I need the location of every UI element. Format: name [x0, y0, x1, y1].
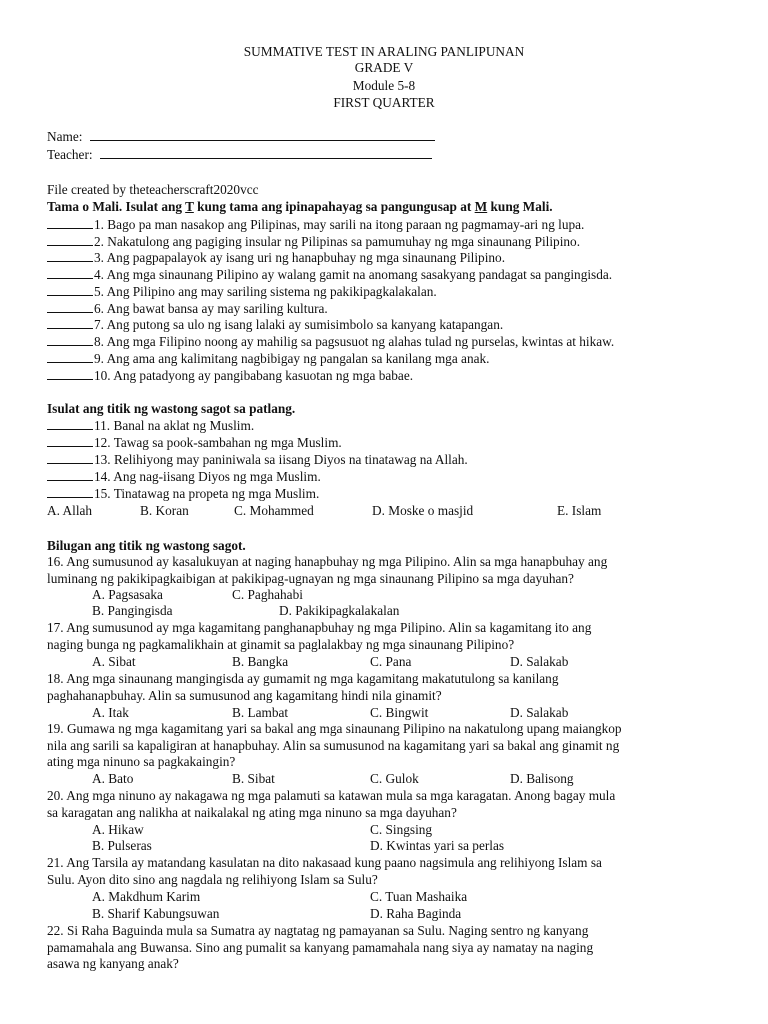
- option-b[interactable]: B. Sharif Kabungsuwan: [92, 906, 220, 921]
- option-b[interactable]: B. Pulseras: [92, 838, 152, 853]
- choice-a: A. Allah: [47, 503, 93, 518]
- tf-item-text: 9. Ang ama ang kalimitang nagbibigay ng pangalan sa kanilang mga anak.: [94, 351, 490, 366]
- fill-item-text: 14. Ang nag-iisang Diyos ng mga Muslim.: [94, 469, 321, 484]
- choices-row: [47, 503, 747, 519]
- answer-blank[interactable]: [47, 485, 93, 498]
- teacher-blank[interactable]: [100, 146, 432, 159]
- option-a[interactable]: A. Hikaw: [92, 822, 144, 837]
- choice-d: D. Moske o masjid: [372, 503, 474, 518]
- fill-item: [47, 485, 319, 502]
- question-20-line: 20. Ang mga ninuno ay nakagawa ng mga palamuti sa katawan mula sa mga karagatan. Anong bagay mula: [47, 788, 616, 803]
- tf-item: [47, 333, 614, 350]
- option-a[interactable]: A. Bato: [92, 771, 134, 786]
- question-17-line: naging bunga ng pagkamalikhain at ginamit sa paglalakbay ng mga sinaunang Pilipino?: [47, 637, 515, 652]
- answer-blank[interactable]: [47, 367, 93, 380]
- option-d[interactable]: D. Kwintas yari sa perlas: [370, 838, 505, 853]
- q17-options-row: [92, 654, 692, 670]
- tf-item: [47, 283, 437, 300]
- question-22-line: pamamahala ang Buwansa. Sino ang pumalit sa kanyang pamamahala nang siya ay namatay na naging: [47, 940, 594, 955]
- part2-instruction: Isulat ang titik ng wastong sagot sa patlang.: [47, 401, 296, 416]
- option-d[interactable]: D. Balisong: [510, 771, 574, 786]
- option-a[interactable]: A. Pagsasaka: [92, 587, 163, 602]
- test-title: SUMMATIVE TEST IN ARALING PANLIPUNAN: [243, 44, 525, 59]
- question-16-line: luminang ng pakikipagkaibigan at pakikipag-ugnayan ng mga sinaunang Pilipino sa mga dayuhan?: [47, 571, 574, 586]
- q16-options-row: [92, 587, 692, 603]
- option-d[interactable]: D. Pakikipagkalakalan: [279, 603, 400, 618]
- tf-item: [47, 316, 503, 333]
- question-16-line: 16. Ang sumusunod ay kasalukuyan at naging hanapbuhay ng mga Pilipino. Alin sa mga hanapbuhay ang: [47, 554, 608, 569]
- option-b[interactable]: B. Bangka: [232, 654, 289, 669]
- tf-item: [47, 249, 505, 266]
- file-credit: File created by theteacherscraft2020vcc: [47, 182, 259, 197]
- tf-item: [47, 233, 580, 250]
- part1-instruction-m: M: [474, 199, 488, 214]
- part1-instruction-c: kung Mali.: [487, 199, 553, 214]
- part1-instruction-t: T: [185, 199, 194, 214]
- tf-item-text: 3. Ang pagpapalayok ay isang uri ng hanapbuhay ng mga sinaunang Pilipino.: [94, 250, 506, 265]
- option-b[interactable]: B. Lambat: [232, 705, 289, 720]
- option-c[interactable]: C. Gulok: [370, 771, 419, 786]
- tf-item-text: 1. Bago pa man nasakop ang Pilipinas, may sarili na itong paraan ng pagmamay-ari ng lupa.: [94, 217, 585, 232]
- tf-item: [47, 266, 612, 283]
- option-c[interactable]: C. Tuan Mashaika: [370, 889, 468, 904]
- choice-c: C. Mohammed: [234, 503, 314, 518]
- answer-blank[interactable]: [47, 434, 93, 447]
- q21-options-row: [92, 906, 692, 922]
- answer-blank[interactable]: [47, 283, 93, 296]
- part1-instruction: [47, 199, 553, 215]
- fill-item: [47, 468, 321, 485]
- fill-item-text: 15. Tinatawag na propeta ng mga Muslim.: [94, 486, 320, 501]
- answer-blank[interactable]: [47, 451, 93, 464]
- answer-blank[interactable]: [47, 300, 93, 313]
- q21-options-row: [92, 889, 692, 905]
- option-d[interactable]: D. Salakab: [510, 654, 569, 669]
- tf-item-text: 5. Ang Pilipino ang may sariling sistema ng pakikipagkalakalan.: [94, 284, 437, 299]
- quarter-label: FIRST QUARTER: [333, 95, 435, 110]
- q16-options-row: [92, 603, 692, 619]
- teacher-label: Teacher:: [47, 147, 93, 162]
- tf-item-text: 10. Ang patadyong ay pangibabang kasuotan ng mga babae.: [94, 368, 414, 383]
- option-c[interactable]: C. Bingwit: [370, 705, 429, 720]
- question-19-line: 19. Gumawa ng mga kagamitang yari sa bakal ang mga sinaunang Pilipino na nakatulong upang maiangkop: [47, 721, 622, 736]
- q20-options-row: [92, 838, 692, 854]
- option-c[interactable]: C. Paghahabi: [232, 587, 303, 602]
- option-d[interactable]: D. Salakab: [510, 705, 569, 720]
- fill-item: [47, 434, 342, 451]
- question-18-line: paghahanapbuhay. Alin sa sumusunod ang kagamitang hindi nila ginamit?: [47, 688, 442, 703]
- question-20-line: sa karagatan ang nalikha at naikalakal ng ating mga ninuno sa mga dayuhan?: [47, 805, 457, 820]
- option-d[interactable]: D. Raha Baginda: [370, 906, 462, 921]
- q18-options-row: [92, 705, 692, 721]
- question-19-line: ating mga ninuno sa pagkakaingin?: [47, 754, 236, 769]
- fill-item-text: 11. Banal na aklat ng Muslim.: [94, 418, 255, 433]
- fill-item: [47, 417, 254, 434]
- answer-blank[interactable]: [47, 233, 93, 246]
- choice-b: B. Koran: [140, 503, 189, 518]
- grade-level: GRADE V: [354, 60, 414, 75]
- option-a[interactable]: A. Makdhum Karim: [92, 889, 201, 904]
- question-22-line: 22. Si Raha Baguinda mula sa Sumatra ay nagtatag ng pamayanan sa Sulu. Naging sentro ng kanyang: [47, 923, 589, 938]
- question-22-line: asawa ng kanyang anak?: [47, 956, 179, 971]
- question-21-line: 21. Ang Tarsila ay matandang kasulatan na dito nakasaad kung paano nagsimula ang relihiyong Islam sa: [47, 855, 602, 870]
- tf-item: [47, 367, 413, 384]
- option-b[interactable]: B. Pangingisda: [92, 603, 173, 618]
- answer-blank[interactable]: [47, 350, 93, 363]
- name-field: [47, 128, 435, 145]
- option-c[interactable]: C. Singsing: [370, 822, 433, 837]
- name-blank[interactable]: [90, 128, 435, 141]
- answer-blank[interactable]: [47, 316, 93, 329]
- answer-blank[interactable]: [47, 249, 93, 262]
- fill-item: [47, 451, 468, 468]
- question-17-line: 17. Ang sumusunod ay mga kagamitang panghanapbuhay ng mga Pilipino. Alin sa kagamitang ito ang: [47, 620, 592, 635]
- q19-options-row: [92, 771, 692, 787]
- answer-blank[interactable]: [47, 266, 93, 279]
- option-b[interactable]: B. Sibat: [232, 771, 275, 786]
- question-19-line: nila ang sarili sa kapaligiran at hanapbuhay. Alin sa sumusunod na kagamitang yari sa bakal ang ginamit ng: [47, 738, 620, 753]
- part3-instruction: Bilugan ang titik ng wastong sagot.: [47, 538, 246, 553]
- answer-blank[interactable]: [47, 333, 93, 346]
- q20-options-row: [92, 822, 692, 838]
- tf-item-text: 7. Ang putong sa ulo ng isang lalaki ay sumisimbolo sa kanyang katapangan.: [94, 317, 504, 332]
- tf-item: [47, 350, 489, 367]
- part1-instruction-b: kung tama ang ipinapahayag sa pangungusap at: [193, 199, 475, 214]
- fill-item-text: 13. Relihiyong may paniniwala sa iisang Diyos na tinatawag na Allah.: [94, 452, 468, 467]
- name-label: Name:: [47, 129, 83, 144]
- part1-instruction-a: Tama o Mali. Isulat ang: [47, 199, 186, 214]
- question-21-line: Sulu. Ayon dito sino ang nagdala ng relihiyong Islam sa Sulu?: [47, 872, 378, 887]
- tf-item: [47, 216, 584, 233]
- option-c[interactable]: C. Pana: [370, 654, 412, 669]
- answer-blank[interactable]: [47, 417, 93, 430]
- option-a[interactable]: A. Itak: [92, 705, 129, 720]
- tf-item-text: 4. Ang mga sinaunang Pilipino ay walang gamit na anomang sasakyang pandagat sa pangingisda.: [94, 267, 613, 282]
- tf-item-text: 2. Nakatulong ang pagiging insular ng Pilipinas sa pamumuhay ng mga sinaunang Pilipino.: [94, 234, 581, 249]
- answer-blank[interactable]: [47, 468, 93, 481]
- fill-item-text: 12. Tawag sa pook-sambahan ng mga Muslim.: [94, 435, 342, 450]
- teacher-field: [47, 146, 432, 163]
- tf-item: [47, 300, 328, 317]
- question-18-line: 18. Ang mga sinaunang mangingisda ay gumamit ng mga kagamitang makatutulong sa kanilang: [47, 671, 559, 686]
- tf-item-text: 6. Ang bawat bansa ay may sariling kultura.: [94, 301, 328, 316]
- answer-blank[interactable]: [47, 216, 93, 229]
- choice-e: E. Islam: [557, 503, 602, 518]
- option-a[interactable]: A. Sibat: [92, 654, 136, 669]
- tf-item-text: 8. Ang mga Filipino noong ay mahilig sa pagsusuot ng alahas tulad ng purselas, kwintas at hikaw.: [94, 334, 615, 349]
- module-range: Module 5-8: [352, 78, 416, 93]
